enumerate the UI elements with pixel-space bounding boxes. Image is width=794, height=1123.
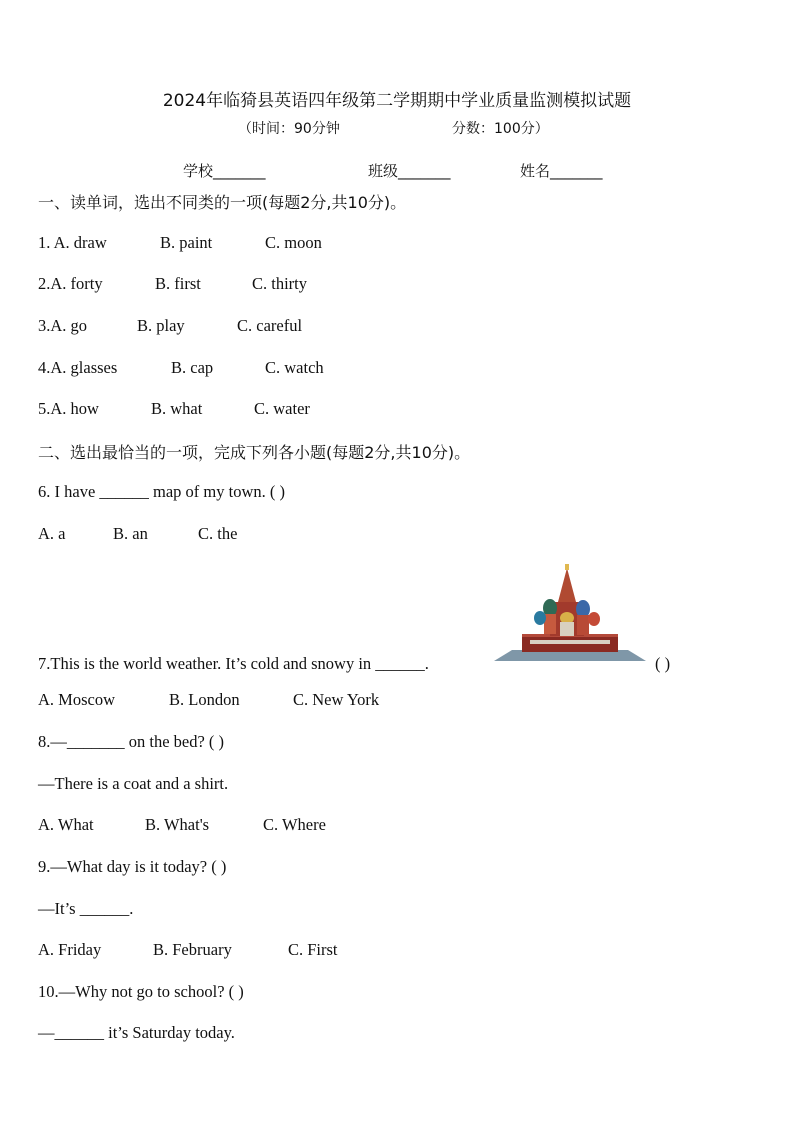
option-b: B. first [155, 274, 201, 293]
section-1-heading: 一、读单词，选出不同类的一项(每题2分,共10分)。 [38, 193, 407, 212]
kremlin-illustration [494, 562, 646, 662]
question-7-options [38, 690, 379, 710]
question-8-stem: 8.—_______ on the bed? ( ) [38, 732, 225, 751]
option-b: B. an [113, 524, 148, 543]
option-a: A. Moscow [38, 690, 115, 709]
school-field[interactable]: 学校_______ [183, 162, 266, 180]
exam-score: 分数：100分） [452, 121, 549, 137]
option-a: A. a [38, 524, 66, 543]
question-9-options [38, 940, 338, 960]
option-a: 1. A. draw [38, 233, 107, 252]
option-b: B. February [153, 940, 232, 959]
option-b: B. paint [160, 233, 213, 252]
question-9-stem: 9.—What day is it today? ( ) [38, 857, 227, 876]
option-c: C. careful [237, 316, 303, 335]
option-a: A. Friday [38, 940, 102, 959]
option-a: 3.A. go [38, 316, 88, 335]
question-10-stem: 10.—Why not go to school? ( ) [38, 982, 244, 1001]
question-7-stem: 7.This is the world weather. It’s cold and snowy in ______. [38, 654, 429, 673]
question-2 [38, 274, 307, 294]
question-6-stem: 6. I have ______ map of my town. ( ) [38, 482, 285, 501]
class-field[interactable]: 班级_______ [368, 162, 451, 180]
option-a: 4.A. glasses [38, 358, 118, 377]
option-c: C. watch [265, 358, 324, 377]
question-4 [38, 358, 324, 378]
option-b: B. what [151, 399, 203, 418]
question-8-options [38, 815, 326, 835]
option-a: 2.A. forty [38, 274, 103, 293]
question-6-options [38, 524, 237, 544]
option-c: C. First [288, 940, 338, 959]
option-b: B. What's [145, 815, 210, 834]
option-c: C. thirty [252, 274, 308, 293]
exam-time: （时间：90分钟 [238, 121, 340, 137]
option-c: C. New York [293, 690, 380, 709]
page-title: 2024年临猗县英语四年级第二学期期中学业质量监测模拟试题 [162, 91, 632, 111]
question-7-answer-paren[interactable]: ( ) [655, 654, 671, 673]
question-1 [38, 233, 322, 253]
option-b: B. cap [171, 358, 214, 377]
option-c: C. water [254, 399, 310, 418]
question-5 [38, 399, 310, 419]
option-b: B. London [169, 690, 240, 709]
name-field[interactable]: 姓名_______ [520, 162, 603, 180]
option-c: C. Where [263, 815, 326, 834]
section-2-heading: 二、选出最恰当的一项，完成下列各小题(每题2分,共10分)。 [38, 443, 471, 462]
option-a: A. What [38, 815, 94, 834]
option-b: B. play [137, 316, 185, 335]
question-3 [38, 316, 302, 336]
question-10-reply: —______ it’s Saturday today. [38, 1023, 235, 1042]
question-8-reply: —There is a coat and a shirt. [38, 774, 229, 793]
option-c: C. moon [265, 233, 322, 252]
question-9-reply: —It’s ______. [38, 899, 134, 918]
option-c: C. the [198, 524, 238, 543]
option-a: 5.A. how [38, 399, 99, 418]
